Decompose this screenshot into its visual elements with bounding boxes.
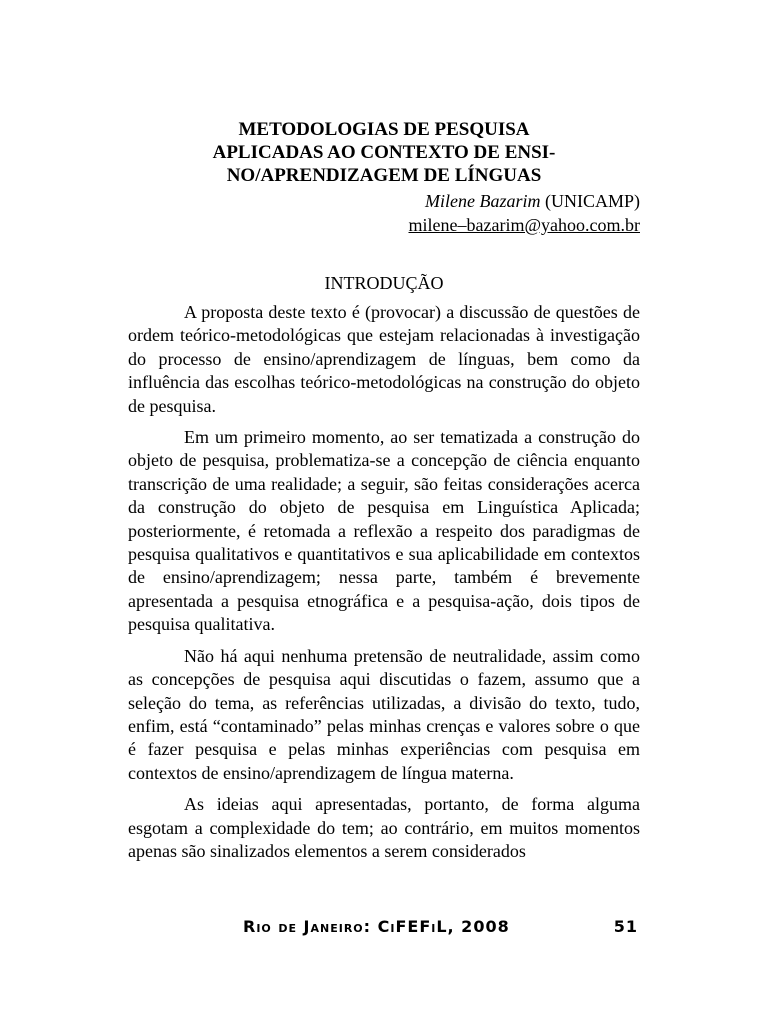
page-number: 51	[613, 917, 638, 936]
body-paragraph-3: Não há aqui nenhuma pretensão de neutralidade, assim como as concepções de pesquisa aqui discutidas o fazem, assumo que a seleção do tema, as referências utilizadas, a divisão do texto, tudo, enfim, está “contaminado” pelas minhas crenças e valores sobre o que é fazer pesquisa e pelas minhas experiências com pesquisa em contextos de ensino/aprendizagem de língua materna.	[128, 645, 640, 783]
footer-publication: Rio de Janeiro: CiFEFiL, 2008	[243, 917, 510, 936]
author-line	[128, 189, 640, 213]
article-title-line-2: APLICADAS AO CONTEXTO DE ENSI-	[212, 142, 556, 163]
section-heading: INTRODUÇÃO	[324, 273, 444, 293]
author-affiliation: (UNICAMP)	[540, 191, 640, 211]
author-email-link[interactable]: milene–bazarim@yahoo.com.br	[408, 215, 640, 235]
article-title-line-3: NO/APRENDIZAGEM DE LÍNGUAS	[226, 165, 542, 186]
author-name: Milene Bazarim	[425, 191, 541, 211]
article-title-line-1: METODOLOGIAS DE PESQUISA	[238, 119, 530, 140]
body-paragraph-2: Em um primeiro momento, ao ser tematizada a construção do objeto de pesquisa, problematiza-se a concepção de ciência enquanto transcrição de uma realidade; a seguir, são feitas considerações acerca da construção do objeto de pesquisa em Linguística Aplicada; posteriormente, é retomada a reflexão a respeito dos paradigmas de pesquisa qualitativos e quantitativos e sua aplicabilidade em contextos de ensino/aprendizagem; nessa parte, também é brevemente apresentada a pesquisa etnográfica e a pesquisa-ação, dois tipos de pesquisa qualitativa.	[128, 427, 640, 635]
document-page	[128, 118, 640, 871]
author-block	[128, 189, 640, 237]
body-paragraph-1: A proposta deste texto é (provocar) a discussão de questões de ordem teórico-metodológicas que estejam relacionadas à investigação do processo de ensino/aprendizagem de línguas, bem como da influência das escolhas teórico-metodológicas na construção do objeto de pesquisa.	[128, 302, 640, 416]
body-paragraph-4: As ideias aqui apresentadas, portanto, de forma alguma esgotam a complexidade do tem; ao contrário, em muitos momentos apenas são sinalizados elementos a serem considerados	[128, 794, 640, 861]
article-title	[128, 118, 640, 187]
